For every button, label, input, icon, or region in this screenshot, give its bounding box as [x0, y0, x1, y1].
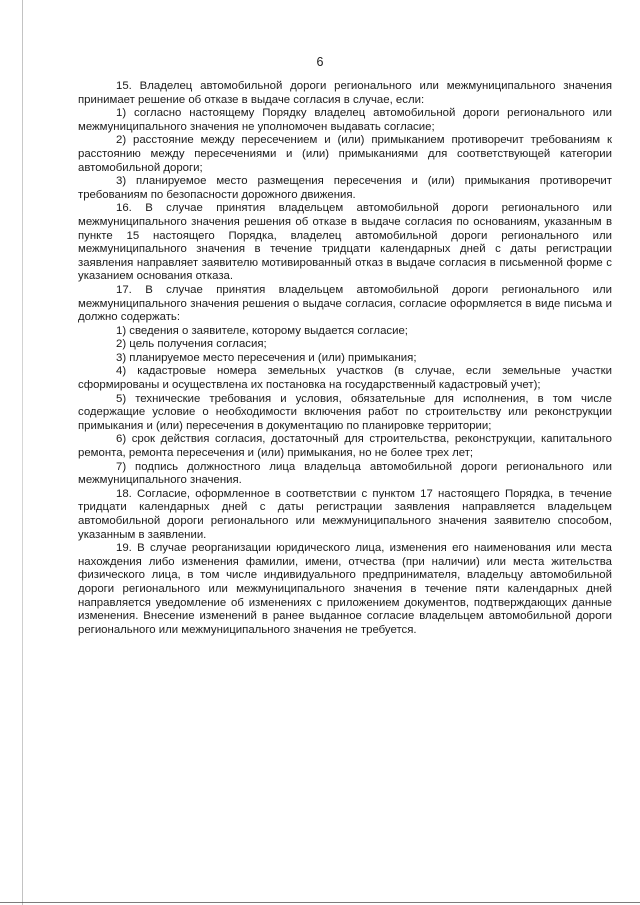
paragraph-17-item-3: 3) планируемое место пересечения и (или) примыкания; [116, 351, 417, 364]
scan-bottom-edge [0, 902, 640, 903]
paragraph-17-item-6: 6) срок действия согласия, достаточный для строительства, реконструкции, капитального ремонта, ремонта пересечения и (или) примыкания, но не более трех лет; [78, 433, 612, 460]
paragraph-19: 19. В случае реорганизации юридического лица, изменения его наименования или места нахождения либо изменения фамилии, имени, отчества (при наличии) или места жительства физического лица, в том числе индивидуального предпринимателя, владельцу автомобильной дороги регионального или межмуниципального значения в течение пяти календарных дней направляется уведомление об изменениях с приложением документов, подтверждающих данные изменения. Внесение изменений в ранее выданное согласие владельцем автомобильной дороги регионального или межмуниципального значения не требуется. [78, 542, 612, 636]
paragraph-17: 17. В случае принятия владельцем автомобильной дороги регионального или межмуниципального значения решения о выдаче согласия, согласие оформляется в виде письма и должно содержать: [78, 283, 612, 324]
paragraph-15-item-1: 1) согласно настоящему Порядку владелец автомобильной дороги регионального или межмуниципального значения не уполномочен выдавать согласие; [78, 107, 612, 133]
paragraph-18: 18. Согласие, оформленное в соответствии с пунктом 17 настоящего Порядка, в течение тридцати календарных дней с даты регистрации заявления направляется владельцем автомобильной дороги регионального или межмуниципального значения заявителю способом, указанным в заявлении. [78, 487, 612, 541]
paragraph-15: 15. Владелец автомобильной дороги регионального или межмуниципального значения принимает решение об отказе в выдаче согласия в случае, если: [78, 80, 612, 106]
paragraph-17-item-7: 7) подпись должностного лица владельца автомобильной дороги регионального или межмуниципального значения. [78, 460, 612, 487]
paragraph-17-item-4: 4) кадастровые номера земельных участков (в случае, если земельные участки сформированы и осуществлена их постановка на государственный кадастровый учет); [78, 365, 612, 392]
paragraph-16: 16. В случае принятия владельцем автомобильной дороги регионального или межмуниципального значения решения об отказе в выдаче согласия по основаниям, указанным в пункте 15 настоящего Порядка, владелец автомобильной дороги регионального или межмуниципального значения в течение тридцати календарных дней с даты регистрации заявления направляет заявителю мотивированный отказ в выдаче согласия в письменной форме с указанием основания отказа. [78, 202, 612, 283]
paragraph-17-item-1: 1) сведения о заявителе, которому выдается согласие; [116, 324, 408, 337]
paragraph-15-item-2: 2) расстояние между пересечением и (или) примыканием противоречит требованиям к расстоянию между пересечениями и (или) примыканиями для соответствующей категории автомобильной дороги; [78, 134, 612, 174]
page-number: 6 [316, 55, 324, 69]
paragraph-17-item-5: 5) технические требования и условия, обязательные для исполнения, в том числе содержащие условие о необходимости включения работ по строительству или реконструкции примыкания и (или) пересечения в документацию по планировке территории; [78, 392, 612, 432]
scan-left-edge [22, 0, 23, 905]
document-body [78, 80, 612, 637]
paragraph-17-item-2: 2) цель получения согласия; [116, 338, 267, 351]
paragraph-15-item-3: 3) планируемое место размещения пересечения и (или) примыкания противоречит требованиям по безопасности дорожного движения. [78, 175, 612, 201]
